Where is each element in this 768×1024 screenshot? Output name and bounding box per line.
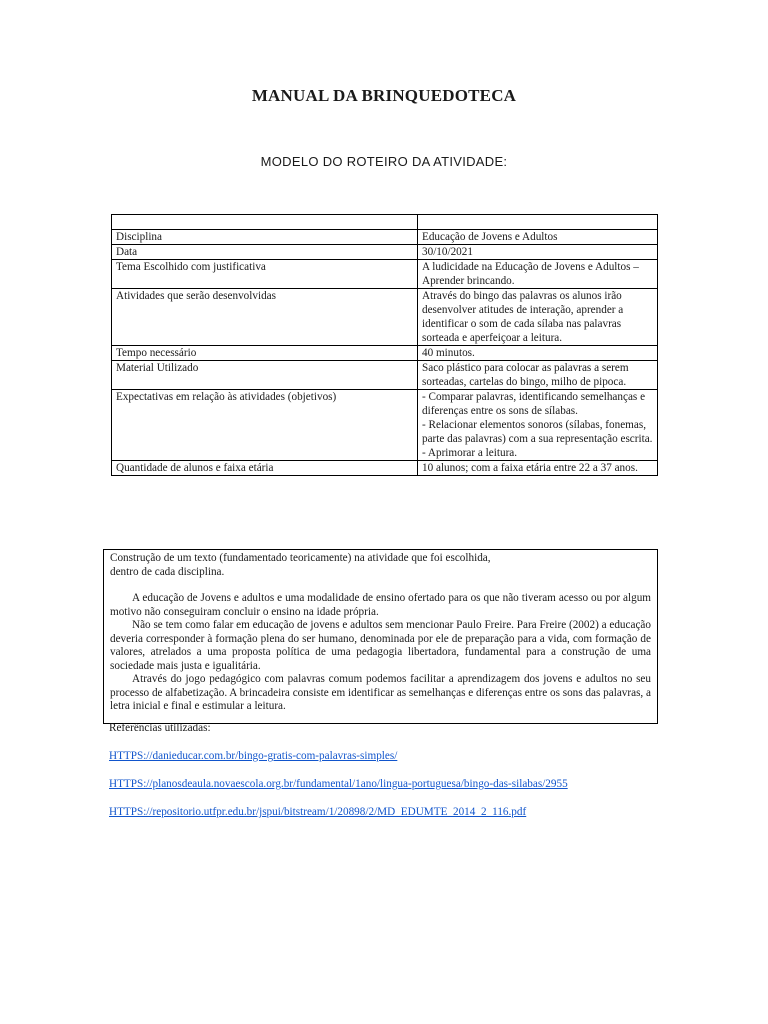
construction-paragraph: A educação de Jovens e adultos e uma modalidade de ensino ofertado para os que não tiveram acesso ou por algum motivo não conseguiram concluir o ensino na idade própria. [110, 592, 651, 618]
table-row [112, 245, 658, 260]
row-label: Expectativas em relação às atividades (objetivos) [112, 390, 418, 461]
row-label: Quantidade de alunos e faixa etária [112, 461, 418, 476]
table-row [112, 461, 658, 476]
reference-link[interactable]: HTTPS://danieducar.com.br/bingo-gratis-com-palavras-simples/ [109, 750, 398, 762]
table-cell-empty [418, 215, 658, 230]
row-value: Através do bingo das palavras os alunos irão desenvolver atitudes de interação, aprender a identificar o som de cada sílaba nas palavras sorteada e aperfeiçoar a leitura. [418, 289, 658, 346]
reference-link[interactable]: HTTPS://planosdeaula.novaescola.org.br/fundamental/1ano/lingua-portuguesa/bingo-das-silabas/2955 [109, 778, 568, 790]
document-subtitle: MODELO DO ROTEIRO DA ATIVIDADE: [260, 154, 508, 169]
reference-link[interactable]: HTTPS://repositorio.utfpr.edu.br/jspui/bitstream/1/20898/2/MD_EDUMTE_2014_2_116.pdf [109, 806, 527, 818]
objective-line: - Relacionar elementos sonoros (sílabas, fonemas, parte das palavras) com a sua representação escrita. [422, 419, 653, 445]
row-label: Disciplina [112, 230, 418, 245]
row-value: 30/10/2021 [418, 245, 658, 260]
row-value: Saco plástico para colocar as palavras a serem sorteadas, cartelas do bingo, milho de pipoca. [418, 361, 658, 390]
table-row-empty [112, 215, 658, 230]
table-row [112, 361, 658, 390]
row-value: A ludicidade na Educação de Jovens e Adultos – Aprender brincando. [418, 260, 658, 289]
construction-intro: Construção de um texto (fundamentado teoricamente) na atividade que foi escolhida, dentro de cada disciplina. [110, 552, 491, 578]
row-value: 10 alunos; com a faixa etária entre 22 a 37 anos. [418, 461, 658, 476]
construction-paragraph: Através do jogo pedagógico com palavras comum podemos facilitar a aprendizagem dos jovens e adultos no seu processo de alfabetização. A brincadeira consiste em identificar as semelhanças e diferenças entre os sons das palavras, a letra inicial e final e estimular a leitura. [110, 673, 651, 712]
activity-table [111, 214, 658, 476]
objective-line: - Aprimorar a leitura. [422, 447, 518, 459]
row-label: Tema Escolhido com justificativa [112, 260, 418, 289]
row-label: Tempo necessário [112, 346, 418, 361]
references-title: Referências utilizadas: [109, 722, 211, 734]
table-row [112, 289, 658, 346]
construction-paragraph: Não se tem como falar em educação de jovens e adultos sem mencionar Paulo Freire. Para Freire (2002) a educação deveria corresponder à formação plena do ser humano, denominada por ele de preparação para a vida, com formação de valores, atrelados a uma proposta política de uma pedagogia libertadora, fundamental para a construção de uma sociedade mais justa e igualitária. [110, 619, 651, 672]
row-label: Data [112, 245, 418, 260]
table-row [112, 260, 658, 289]
document-title: MANUAL DA BRINQUEDOTECA [251, 86, 517, 105]
text-construction-box [103, 549, 658, 724]
row-value [418, 390, 658, 461]
table-row [112, 230, 658, 245]
row-value: Educação de Jovens e Adultos [418, 230, 658, 245]
row-label: Material Utilizado [112, 361, 418, 390]
row-value: 40 minutos. [418, 346, 658, 361]
row-label: Atividades que serão desenvolvidas [112, 289, 418, 346]
table-row [112, 390, 658, 461]
table-row [112, 346, 658, 361]
objective-line: - Comparar palavras, identificando semelhanças e diferenças entre os sons de sílabas. [422, 391, 646, 417]
table-cell-empty [112, 215, 418, 230]
